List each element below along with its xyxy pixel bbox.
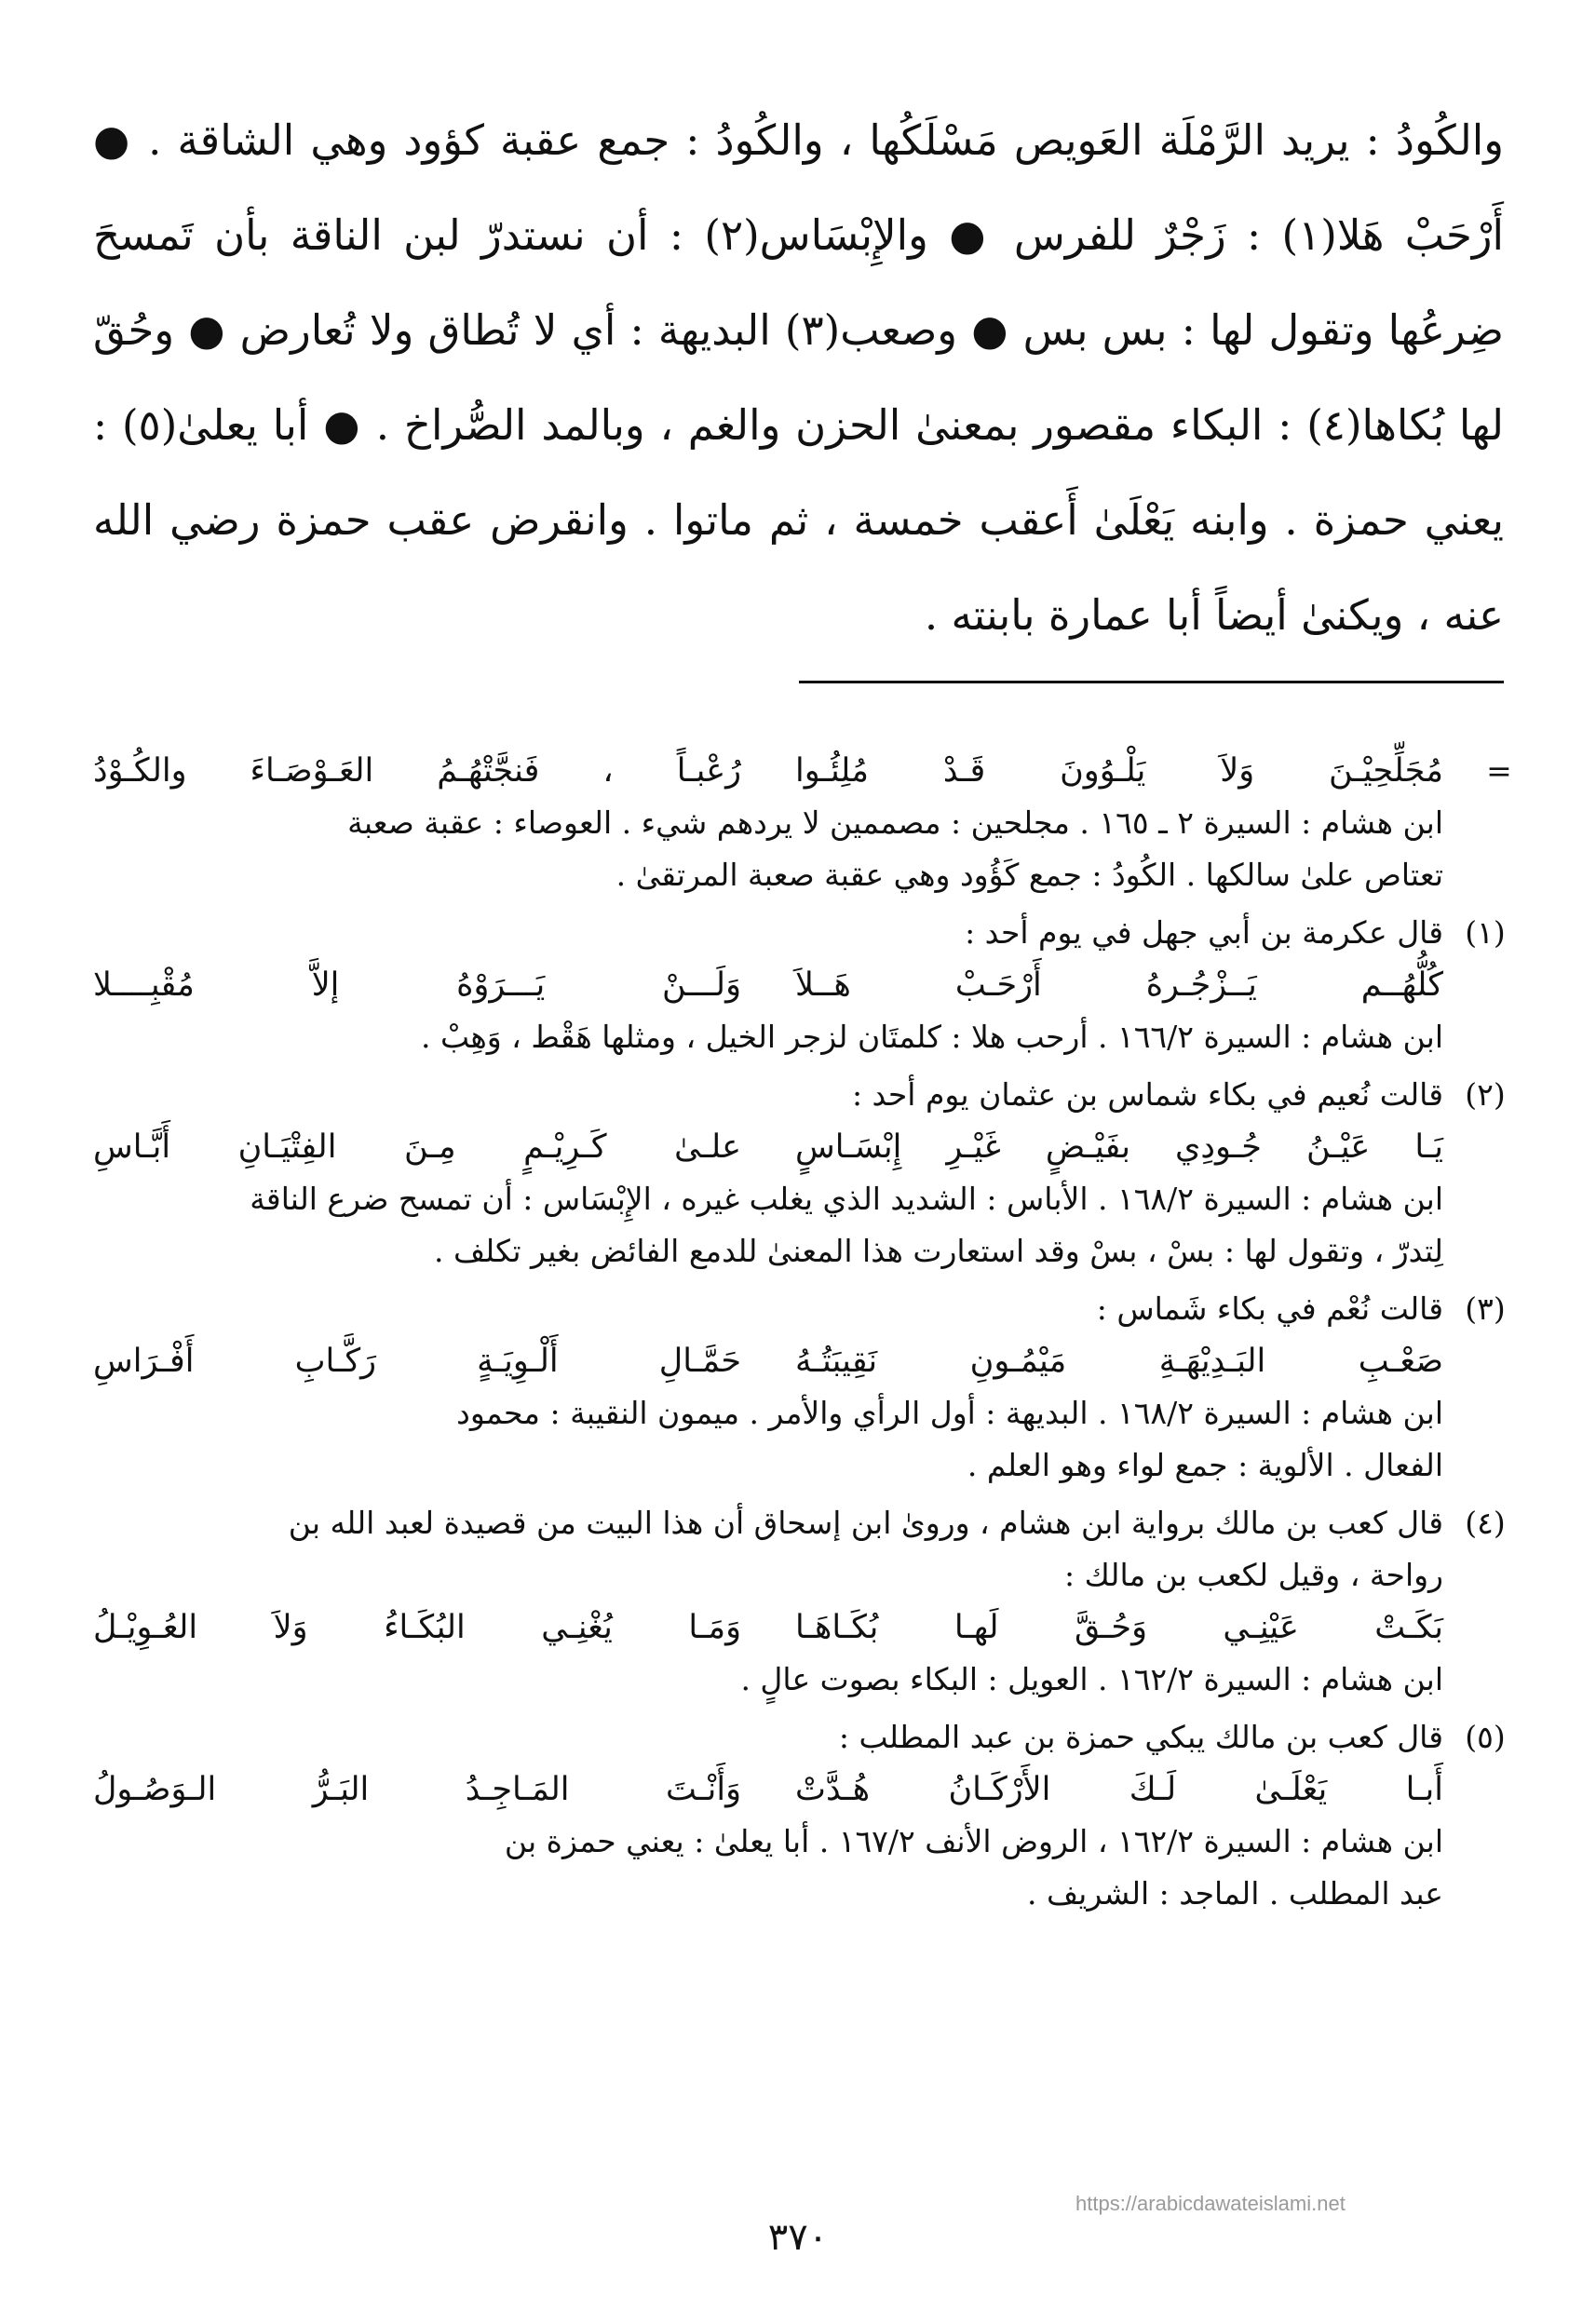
footnote-number: (٥) — [1465, 1719, 1506, 1755]
verse-second-hemistich: أَبـا يَعْلَـىٰ لَـكَ الأَرْكَـانُ هُـدَّتْ — [795, 1771, 1443, 1808]
footnote-continuation — [93, 745, 1518, 901]
verse-line — [93, 1601, 1443, 1654]
footnote-3 — [93, 1283, 1518, 1492]
footnote-intro: قالت نُعيم في بكاء شماس بن عثمان يوم أحد : — [851, 1076, 1443, 1113]
continuation-mark: = — [1486, 752, 1512, 789]
page-number: ٣٧٠ — [767, 2216, 829, 2259]
footnote-number: (٢) — [1465, 1076, 1506, 1113]
footnote-number: (٤) — [1465, 1505, 1506, 1541]
verse-line — [93, 745, 1443, 797]
watermark-url: https://arabicdawateislami.net — [1075, 2192, 1346, 2215]
verse-second-hemistich: يَـا عَيْـنُ جُـودِي بفَيْـضٍ غَيْـرِ إِبْسَـاسٍ — [795, 1128, 1443, 1166]
footnote-5 — [93, 1711, 1518, 1920]
footnote-line: الفعال . الألوية : جمع لواء وهو العلم . — [967, 1447, 1443, 1483]
verse-first-hemistich: حَمَّـالِ أَلْـوِيَـةٍ رَكَّـابِ أَفْـرَاسِ — [93, 1343, 741, 1380]
footnote-line: ابن هشام : السيرة ١٦٦/٢ . أرحب هلا : كلمتَان لزجر الخيل ، ومثلها هَقْط ، وَهِبْ . — [420, 1019, 1443, 1055]
footnote-number: (٣) — [1465, 1290, 1506, 1327]
verse-second-hemistich: كُلُّهُــم يَــزْجُـرهُ أَرْحَـبْ هَــلاَ — [795, 966, 1443, 1004]
footnote-intro: قالت نُعْم في بكاء شَماس : — [1096, 1290, 1443, 1327]
verse-first-hemistich: علـىٰ كَـرِيْـمٍ مِـنَ الفِتْيَـانِ أَبَّـاسِ — [93, 1128, 741, 1166]
footnote-number: (١) — [1465, 914, 1506, 951]
verse-line — [93, 1763, 1443, 1816]
footnote-line: عبد المطلب . الماجد : الشريف . — [1027, 1875, 1443, 1912]
main-paragraph: والكُودُ : يريد الرَّمْلَة العَويص مَسْلَكُها ، والكُودُ : جمع عقبة كؤود وهي الشاقة . ● أَرْحَبْ هَلا(١) : زَجْرٌ للفرس ● والإِبْسَاس(٢) : أن نستدرّ لبن الناقة بأن تَمسحَ ضِرعُها وتقول لها : بس بس ● وصعب(٣) البديهة : أي لا تُطاق ولا تُعارض ● وحُقّ لها بُكاها(٤) : البكاء مقصور بمعنىٰ الحزن والغم ، وبالمد الصُّراخ . ● أبا يعلىٰ(٥) : يعني حمزة . وابنه يَعْلَىٰ أَعقب خمسة ، ثم ماتوا . وانقرض عقب حمزة رضي الله عنه ، ويكنىٰ أيضاً أبا عمارة بابنته . — [93, 115, 1505, 640]
footnote-1 — [93, 907, 1518, 1063]
footnote-intro: قال كعب بن مالك برواية ابن هشام ، وروىٰ ابن إسحاق أن هذا البيت من قصيدة لعبد الله بن — [288, 1505, 1443, 1541]
footnote-intro: قال عكرمة بن أبي جهل في يوم أحد : — [965, 914, 1443, 951]
verse-second-hemistich: صَعْـبِ البَـدِيْهَـةِ مَيْمُـونِ نَقِيبَتُـهُ — [795, 1343, 1443, 1380]
footnote-line: ابن هشام : السيرة ١٦٢/٢ . العويل : البكاء بصوت عالٍ . — [740, 1661, 1443, 1697]
footnote-line: ابن هشام : السيرة ١٦٢/٢ ، الروض الأنف ١٦٧/٢ . أبا يعلىٰ : يعني حمزة بن — [504, 1823, 1443, 1859]
verse-line — [93, 1121, 1443, 1173]
verse-line — [93, 959, 1443, 1011]
verse-second-hemistich: بَكَـتْ عَيْنِـي وَحُـقَّ لَهـا بُكَـاهَـا — [795, 1609, 1443, 1646]
verse-first-hemistich: وَلَـــنْ يَـــرَوْهُ إلاَّ مُقْبِــــلا — [93, 966, 741, 1004]
main-text — [93, 93, 1504, 663]
footnote-separator — [799, 681, 1504, 683]
footnote-intro: رواحة ، وقيل لكعب بن مالك : — [1063, 1557, 1443, 1593]
verse-first-hemistich: وَمَـا يُغْنِـي البُكَـاءُ وَلاَ العُـوِيْـلُ — [93, 1609, 741, 1646]
footnote-line: ابن هشام : السيرة ٢ ـ ١٦٥ . مجلحين : مصممين لا يردهم شيء . العوصاء : عقبة صعبة — [347, 804, 1443, 841]
verse-line — [93, 1335, 1443, 1387]
footnote-line: تعتاص علىٰ سالكها . الكُودُ : جمع كَؤُود وهي عقبة صعبة المرتقىٰ . — [615, 857, 1443, 893]
verse-first-hemistich: وَأَنْـتَ المَـاجِـدُ البَـرُّ الـوَصُـولُ — [93, 1771, 741, 1808]
verse-first-hemistich: رُعْبـاً ، فَنجَّتْهُـمُ العَـوْصَـاءَ والكُـوْدُ — [93, 752, 741, 790]
footnotes — [93, 745, 1518, 1925]
footnote-line: ابن هشام : السيرة ١٦٨/٢ . البديهة : أول الرأي والأمر . ميمون النقيبة : محمود — [456, 1395, 1443, 1431]
footnote-4 — [93, 1497, 1518, 1706]
footnote-2 — [93, 1069, 1518, 1277]
footnote-intro: قال كعب بن مالك يبكي حمزة بن عبد المطلب : — [838, 1719, 1443, 1755]
footnote-line: لِتدرّ ، وتقول لها : بسْ ، بسْ وقد استعارت هذا المعنىٰ للدمع الفائض بغير تكلف . — [434, 1233, 1443, 1269]
footnote-line: ابن هشام : السيرة ١٦٨/٢ . الأباس : الشديد الذي يغلب غيره ، الإِبْسَاس : أن تمسح ضرع الناقة — [250, 1181, 1443, 1217]
verse-second-hemistich: مُجَلِّحِيْـنَ وَلاَ يَلْـوُونَ قَـدْ مُلِئُـوا — [795, 752, 1443, 790]
